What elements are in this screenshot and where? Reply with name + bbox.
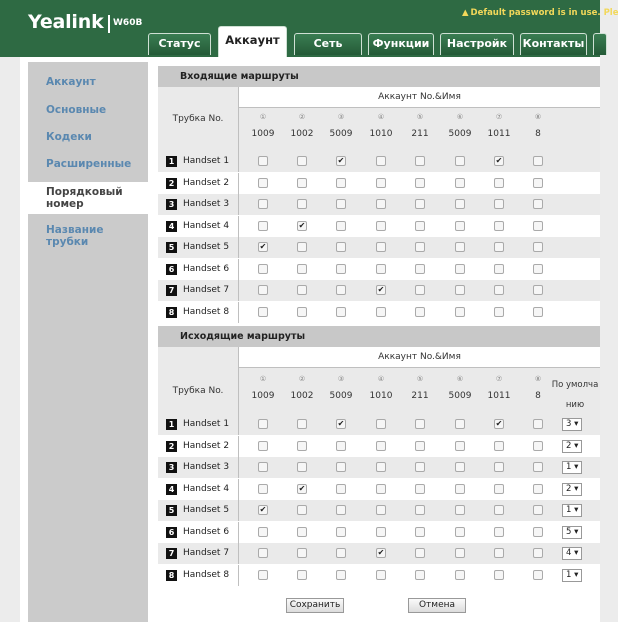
handset-name: Handset 8	[183, 569, 230, 580]
route-checkbox[interactable]	[494, 178, 504, 188]
route-checkbox[interactable]	[336, 505, 346, 515]
tab-network[interactable]: Сеть	[294, 33, 362, 55]
route-checkbox[interactable]	[297, 419, 307, 429]
divider	[238, 216, 239, 237]
route-checkbox[interactable]	[415, 548, 425, 558]
route-checkbox[interactable]	[297, 548, 307, 558]
default-account-select[interactable]: 1 ▾	[562, 504, 582, 517]
route-checkbox[interactable]	[494, 264, 504, 274]
divider	[238, 500, 239, 521]
divider	[238, 414, 239, 435]
account-5-name: 211	[411, 391, 429, 401]
route-checkbox[interactable]	[455, 285, 465, 295]
account-4-name: 1010	[369, 129, 393, 139]
account-6-name: 5009	[448, 391, 472, 401]
divider	[238, 194, 239, 215]
outgoing-handset-col: Трубка No.	[172, 386, 224, 396]
route-checkbox[interactable]	[455, 484, 465, 494]
handset-name: Handset 3	[183, 199, 230, 209]
route-checkbox[interactable]	[258, 441, 268, 451]
tab-status[interactable]: Статус	[148, 33, 211, 55]
account-7-name: 1011	[487, 391, 511, 401]
default-account-select[interactable]: 2 ▾	[562, 440, 582, 453]
route-checkbox[interactable]	[297, 505, 307, 515]
route-checkbox[interactable]	[376, 156, 386, 166]
route-checkbox[interactable]	[415, 307, 425, 317]
route-checkbox[interactable]	[336, 484, 346, 494]
route-checkbox[interactable]	[455, 242, 465, 252]
route-checkbox[interactable]	[494, 419, 504, 429]
account-6-name: 5009	[448, 129, 472, 139]
route-checkbox[interactable]	[533, 242, 543, 252]
route-checkbox[interactable]	[533, 178, 543, 188]
incoming-section-title: Входящие маршруты	[158, 66, 600, 87]
route-checkbox[interactable]	[533, 527, 543, 537]
handset-name: Handset 4	[183, 483, 230, 494]
divider	[238, 436, 239, 457]
route-checkbox[interactable]	[455, 307, 465, 317]
route-checkbox[interactable]	[336, 178, 346, 188]
route-checkbox[interactable]	[258, 199, 268, 209]
route-checkbox[interactable]	[415, 285, 425, 295]
top-header	[0, 0, 618, 57]
account-4-icon: ④	[377, 375, 385, 383]
tab-account[interactable]: Аккаунт	[218, 26, 287, 57]
route-checkbox[interactable]	[258, 570, 268, 580]
account-4-name: 1010	[369, 391, 393, 401]
route-checkbox[interactable]	[455, 221, 465, 231]
route-checkbox[interactable]	[336, 264, 346, 274]
route-checkbox[interactable]	[297, 264, 307, 274]
sidebar-item-handset-name[interactable]: Название трубки	[46, 224, 104, 248]
default-col-header: По умолча нию	[551, 380, 599, 410]
route-checkbox[interactable]	[533, 462, 543, 472]
handset-name: Handset 1	[183, 156, 230, 166]
route-checkbox[interactable]	[297, 242, 307, 252]
default-account-select[interactable]: 2 ▾	[562, 483, 582, 496]
table-row	[158, 500, 600, 521]
model-label: W60B	[113, 18, 143, 28]
route-checkbox[interactable]	[376, 242, 386, 252]
default-account-select[interactable]: 5 ▾	[562, 526, 582, 539]
table-row	[158, 479, 600, 500]
route-checkbox[interactable]	[258, 221, 268, 231]
route-checkbox[interactable]	[297, 527, 307, 537]
handset-name: Handset 7	[183, 548, 230, 558]
route-checkbox[interactable]	[376, 527, 386, 537]
handset-number-icon: 6	[166, 527, 177, 538]
handset-number-icon: 1	[166, 419, 177, 430]
route-checkbox[interactable]	[455, 570, 465, 580]
table-row	[158, 414, 600, 435]
route-checkbox[interactable]	[376, 570, 386, 580]
route-checkbox[interactable]	[533, 484, 543, 494]
route-checkbox[interactable]	[415, 178, 425, 188]
route-checkbox[interactable]	[258, 156, 268, 166]
route-checkbox[interactable]	[455, 178, 465, 188]
route-checkbox[interactable]	[376, 178, 386, 188]
table-row	[158, 522, 600, 543]
route-checkbox[interactable]	[415, 462, 425, 472]
divider	[238, 108, 239, 151]
route-checkbox[interactable]	[336, 419, 346, 429]
outgoing-section-title: Исходящие маршруты	[158, 326, 600, 347]
route-checkbox[interactable]	[336, 570, 346, 580]
table-row	[158, 280, 600, 301]
divider	[238, 522, 239, 543]
account-2-name: 1002	[290, 391, 314, 401]
handset-number-icon: 3	[166, 462, 177, 473]
route-checkbox[interactable]	[336, 548, 346, 558]
route-checkbox[interactable]	[258, 419, 268, 429]
route-checkbox[interactable]	[415, 156, 425, 166]
default-account-select[interactable]: 4 ▾	[562, 547, 582, 560]
divider	[238, 259, 239, 280]
route-checkbox[interactable]	[533, 307, 543, 317]
tab-contacts[interactable]: Контакты	[520, 33, 587, 55]
incoming-header	[158, 87, 600, 151]
table-row	[158, 543, 600, 564]
route-checkbox[interactable]	[415, 264, 425, 274]
handset-number-icon: 6	[166, 264, 177, 275]
sidebar-item-number-assignment[interactable]: Порядковый номер	[28, 182, 151, 214]
route-checkbox[interactable]	[297, 307, 307, 317]
table-row	[158, 216, 600, 237]
route-checkbox[interactable]	[376, 505, 386, 515]
handset-name: Handset 3	[183, 462, 230, 472]
handset-number-icon: 7	[166, 285, 177, 296]
route-checkbox[interactable]	[533, 548, 543, 558]
divider	[238, 173, 239, 194]
handset-number-icon: 5	[166, 242, 177, 253]
route-checkbox[interactable]	[455, 264, 465, 274]
table-row	[158, 259, 600, 280]
route-checkbox[interactable]	[336, 221, 346, 231]
route-checkbox[interactable]	[415, 570, 425, 580]
route-checkbox[interactable]	[376, 199, 386, 209]
account-3-icon: ③	[337, 113, 345, 121]
route-checkbox[interactable]	[336, 462, 346, 472]
account-6-icon: ⑥	[456, 375, 464, 383]
incoming-account-header: Аккаунт No.&Имя	[238, 87, 600, 108]
route-checkbox[interactable]	[455, 527, 465, 537]
route-checkbox[interactable]	[455, 441, 465, 451]
route-checkbox[interactable]	[494, 242, 504, 252]
route-checkbox[interactable]	[415, 505, 425, 515]
route-checkbox[interactable]	[533, 199, 543, 209]
route-checkbox[interactable]	[494, 199, 504, 209]
sidebar	[28, 62, 148, 622]
account-2-icon: ②	[298, 113, 306, 121]
table-row	[158, 457, 600, 478]
handset-number-icon: 1	[166, 156, 177, 167]
password-warning	[462, 8, 618, 18]
divider	[238, 151, 239, 172]
route-checkbox[interactable]	[376, 264, 386, 274]
account-1-icon: ①	[259, 375, 267, 383]
route-checkbox[interactable]	[494, 285, 504, 295]
route-checkbox[interactable]	[415, 242, 425, 252]
account-1-name: 1009	[251, 391, 275, 401]
sidebar-item-account[interactable]: Аккаунт	[46, 76, 96, 88]
route-checkbox[interactable]	[494, 548, 504, 558]
route-checkbox[interactable]	[533, 156, 543, 166]
tab-settings[interactable]: Настройк	[440, 33, 514, 55]
sidebar-item-advanced[interactable]: Расширенные	[46, 158, 132, 170]
divider	[238, 565, 239, 586]
handset-name: Handset 5	[183, 242, 230, 252]
account-8-name: 8	[535, 129, 541, 139]
route-checkbox[interactable]	[258, 484, 268, 494]
route-checkbox[interactable]	[415, 419, 425, 429]
route-checkbox[interactable]	[455, 548, 465, 558]
route-checkbox[interactable]	[494, 307, 504, 317]
route-checkbox[interactable]	[494, 462, 504, 472]
incoming-handset-col: Трубка No.	[172, 114, 224, 124]
route-checkbox[interactable]	[494, 156, 504, 166]
route-checkbox[interactable]	[258, 178, 268, 188]
handset-name: Handset 7	[183, 285, 230, 295]
route-checkbox[interactable]	[297, 156, 307, 166]
route-checkbox[interactable]	[258, 462, 268, 472]
route-checkbox[interactable]	[258, 527, 268, 537]
password-warning-text: Default password is in use. Ple	[470, 8, 618, 18]
handset-number-icon: 8	[166, 570, 177, 581]
handset-number-icon: 7	[166, 548, 177, 559]
table-row	[158, 436, 600, 457]
divider	[238, 302, 239, 323]
table-row	[158, 194, 600, 215]
account-8-icon: ⑧	[534, 113, 542, 121]
route-checkbox[interactable]	[258, 242, 268, 252]
account-1-name: 1009	[251, 129, 275, 139]
tab-more[interactable]	[593, 33, 607, 55]
default-account-select[interactable]: 1 ▾	[562, 569, 582, 582]
divider	[238, 237, 239, 258]
route-checkbox[interactable]	[297, 221, 307, 231]
route-checkbox[interactable]	[455, 419, 465, 429]
route-checkbox[interactable]	[297, 285, 307, 295]
table-row	[158, 151, 600, 172]
handset-name: Handset 6	[183, 526, 230, 537]
route-checkbox[interactable]	[297, 570, 307, 580]
account-6-icon: ⑥	[456, 113, 464, 121]
route-checkbox[interactable]	[297, 199, 307, 209]
route-checkbox[interactable]	[376, 462, 386, 472]
route-checkbox[interactable]	[494, 441, 504, 451]
route-checkbox[interactable]	[336, 199, 346, 209]
route-checkbox[interactable]	[415, 221, 425, 231]
route-checkbox[interactable]	[258, 285, 268, 295]
route-checkbox[interactable]	[455, 462, 465, 472]
sidebar-item-basic[interactable]: Основные	[46, 104, 107, 116]
route-checkbox[interactable]	[297, 441, 307, 451]
route-checkbox[interactable]	[376, 484, 386, 494]
handset-number-icon: 4	[166, 221, 177, 232]
handset-number-icon: 4	[166, 484, 177, 495]
route-checkbox[interactable]	[533, 285, 543, 295]
sidebar-item-codecs[interactable]: Кодеки	[46, 131, 92, 143]
handset-number-icon: 2	[166, 441, 177, 452]
handset-number-icon: 5	[166, 505, 177, 516]
route-checkbox[interactable]	[415, 527, 425, 537]
route-checkbox[interactable]	[258, 505, 268, 515]
account-7-icon: ⑦	[495, 113, 503, 121]
route-checkbox[interactable]	[494, 221, 504, 231]
warning-icon: ▲	[462, 8, 469, 18]
route-checkbox[interactable]	[415, 484, 425, 494]
route-checkbox[interactable]	[336, 441, 346, 451]
route-checkbox[interactable]	[494, 484, 504, 494]
route-checkbox[interactable]	[297, 484, 307, 494]
default-account-select[interactable]: 3 ▾	[562, 418, 582, 431]
account-1-icon: ①	[259, 113, 267, 121]
outgoing-account-header: Аккаунт No.&Имя	[238, 347, 600, 368]
route-checkbox[interactable]	[494, 527, 504, 537]
route-checkbox[interactable]	[336, 527, 346, 537]
handset-name: Handset 1	[183, 419, 230, 429]
account-3-icon: ③	[337, 375, 345, 383]
route-checkbox[interactable]	[376, 221, 386, 231]
route-checkbox[interactable]	[415, 441, 425, 451]
route-checkbox[interactable]	[455, 505, 465, 515]
route-checkbox[interactable]	[376, 419, 386, 429]
default-account-select[interactable]: 1 ▾	[562, 461, 582, 474]
route-checkbox[interactable]	[258, 264, 268, 274]
route-checkbox[interactable]	[376, 441, 386, 451]
route-checkbox[interactable]	[336, 307, 346, 317]
route-checkbox[interactable]	[258, 548, 268, 558]
route-checkbox[interactable]	[415, 199, 425, 209]
divider	[238, 479, 239, 500]
route-checkbox[interactable]	[533, 419, 543, 429]
account-5-icon: ⑤	[416, 375, 424, 383]
account-7-name: 1011	[487, 129, 511, 139]
account-4-icon: ④	[377, 113, 385, 121]
account-3-name: 5009	[329, 391, 353, 401]
main-tabs	[0, 24, 600, 57]
route-checkbox[interactable]	[494, 505, 504, 515]
route-checkbox[interactable]	[533, 264, 543, 274]
handset-name: Handset 2	[183, 177, 230, 188]
outgoing-header	[158, 347, 600, 414]
route-checkbox[interactable]	[533, 505, 543, 515]
handset-number-icon: 8	[166, 307, 177, 318]
handset-number-icon: 3	[166, 199, 177, 210]
route-checkbox[interactable]	[336, 285, 346, 295]
route-checkbox[interactable]	[376, 285, 386, 295]
route-checkbox[interactable]	[376, 307, 386, 317]
save-button[interactable]: Сохранить	[286, 598, 344, 613]
divider	[238, 457, 239, 478]
route-checkbox[interactable]	[336, 156, 346, 166]
route-checkbox[interactable]	[533, 221, 543, 231]
account-2-icon: ②	[298, 375, 306, 383]
table-row	[158, 173, 600, 194]
route-checkbox[interactable]	[376, 548, 386, 558]
handset-number-icon: 2	[166, 178, 177, 189]
route-checkbox[interactable]	[297, 178, 307, 188]
route-checkbox[interactable]	[455, 199, 465, 209]
handset-name: Handset 6	[183, 263, 230, 274]
account-5-name: 211	[411, 129, 429, 139]
tab-features[interactable]: Функции	[368, 33, 434, 55]
divider	[238, 280, 239, 301]
cancel-button[interactable]: Отмена	[408, 598, 466, 613]
account-8-name: 8	[535, 391, 541, 401]
account-8-icon: ⑧	[534, 375, 542, 383]
handset-name: Handset 4	[183, 220, 230, 231]
table-row	[158, 302, 600, 323]
account-7-icon: ⑦	[495, 375, 503, 383]
route-checkbox[interactable]	[494, 570, 504, 580]
route-checkbox[interactable]	[533, 441, 543, 451]
account-3-name: 5009	[329, 129, 353, 139]
table-row	[158, 237, 600, 258]
route-checkbox[interactable]	[258, 307, 268, 317]
route-checkbox[interactable]	[533, 570, 543, 580]
handset-name: Handset 5	[183, 505, 230, 515]
divider	[238, 543, 239, 564]
divider	[238, 368, 239, 414]
table-row	[158, 565, 600, 586]
account-5-icon: ⑤	[416, 113, 424, 121]
handset-name: Handset 8	[183, 306, 230, 317]
yealink-logo: Yealink	[28, 11, 104, 33]
route-checkbox[interactable]	[297, 462, 307, 472]
route-checkbox[interactable]	[455, 156, 465, 166]
route-checkbox[interactable]	[336, 242, 346, 252]
handset-name: Handset 2	[183, 440, 230, 451]
account-2-name: 1002	[290, 129, 314, 139]
